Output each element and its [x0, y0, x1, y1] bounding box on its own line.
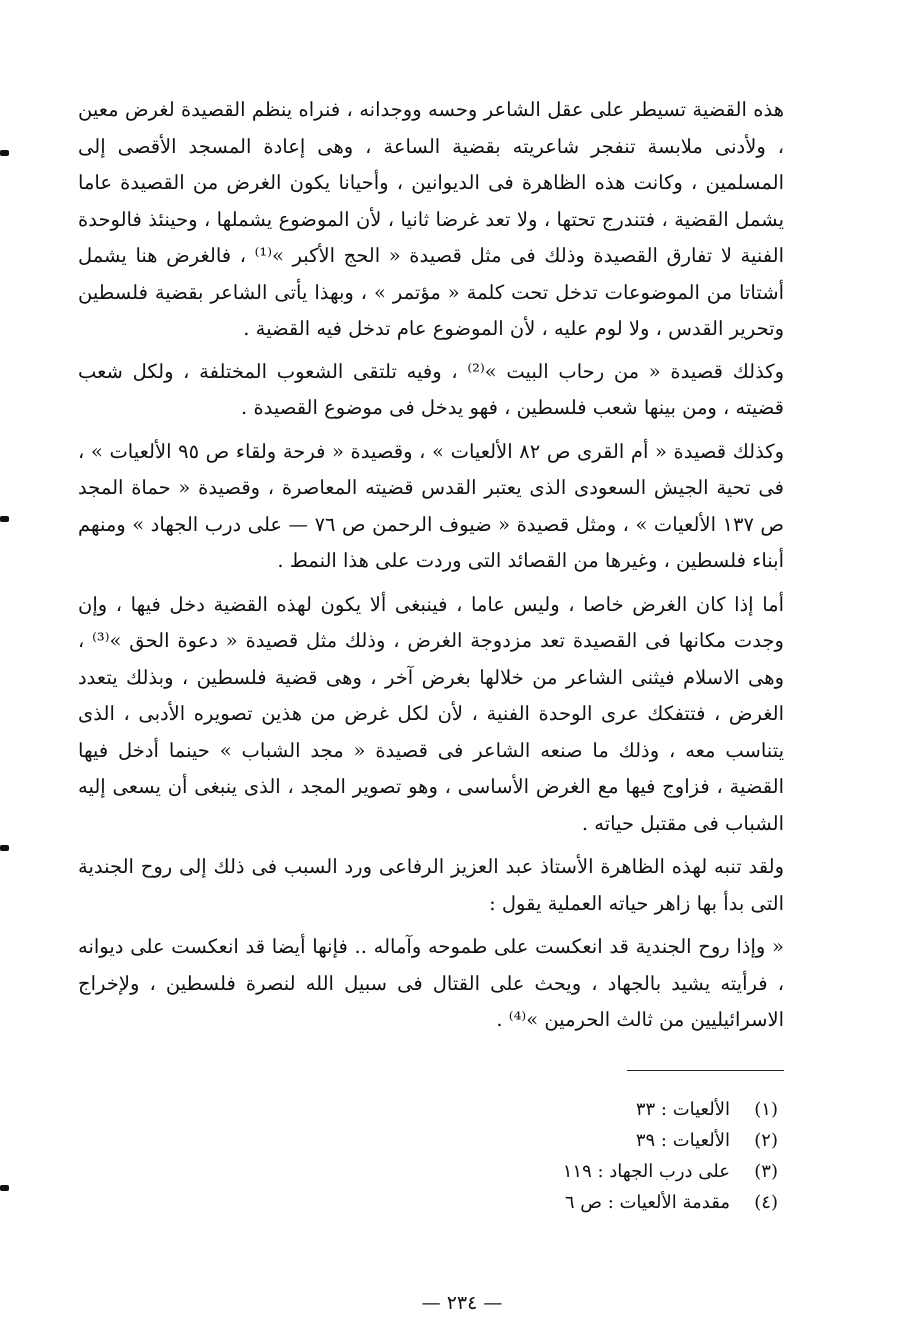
paragraph-4: أما إذا كان الغرض خاصا ، وليس عاما ، فينبغى ألا يكون لهذه القضية دخل فيها ، وإن وجدت مكانها فى القصيدة تعد مزدوجة الغرض ، وذلك مثل قصيدة « دعوة الحق »⁽³⁾ ، وهى الاسلام فيثنى الشاعر من خلالها بغرض آخر ، وهى قضية فلسطين ، وبذلك يتعدد الغرض ، فتتفكك عرى الوحدة الفنية ، لأن لكل غرض من هذين تصويره الأدبى ، الذى يتناسب معه ، وذلك ما صنعه الشاعر فى قصيدة « مجد الشباب » حينما أدخل فيها القضية ، فزاوج فيها مع الغرض الأساسى ، وهو تصوير المجد ، الذى ينبغى أن يسعى إليه الشباب فى مقتبل حياته .	[78, 592, 784, 835]
binding-mark	[0, 1185, 9, 1191]
footnote-separator	[627, 1070, 784, 1071]
footnotes	[420, 1094, 778, 1218]
binding-mark	[0, 150, 9, 156]
binding-mark	[0, 516, 9, 522]
footnote-number: (٤)	[754, 1192, 778, 1213]
footnote-number: (٣)	[754, 1161, 778, 1182]
page-number: — ٢٣٤ —	[421, 1292, 503, 1314]
footnote-text: الألعيات : ٣٩	[635, 1130, 730, 1151]
binding-mark	[0, 845, 9, 851]
footnote-4	[420, 1187, 778, 1218]
footnote-2	[420, 1125, 778, 1156]
quote-paragraph: « وإذا روح الجندية قد انعكست على طموحه وآماله .. فإنها أيضا قد انعكست على ديوانه ، فرأيته يشيد بالجهاد ، ويحث على القتال فى سبيل الله لنصرة فلسطين ، ولإخراج الاسرائيليين من ثالث الحرمين »⁽⁴⁾ .	[78, 935, 784, 1031]
paragraph-2: وكذلك قصيدة « من رحاب البيت »⁽²⁾ ، وفيه تلتقى الشعوب المختلفة ، ولكل شعب قضيته ، ومن بينها شعب فلسطين ، فهو يدخل فى موضوع القصيدة .	[78, 359, 785, 419]
footnote-text: مقدمة الألعيات : ص ٦	[564, 1192, 730, 1213]
paragraph-5: ولقد تنبه لهذه الظاهرة الأستاذ عبد العزيز الرفاعى ورد السبب فى ذلك إلى روح الجندية التى بدأ بها زاهر حياته العملية يقول :	[78, 855, 784, 915]
paragraph-1: هذه القضية تسيطر على عقل الشاعر وحسه ووجدانه ، فنراه ينظم القصيدة لغرض معين ، ولأدنى ملابسة تنفجر شاعريته بقضية الساعة ، وهى إعادة المسجد الأقصى إلى المسلمين ، وكانت هذه الظاهرة فى الديوانين ، وأحيانا يكون الغرض من القصيدة عاما يشمل القضية ، فتندرج تحتها ، ولا تعد غرضا ثانيا ، لأن الموضوع يشملها ، وحينئذ فالوحدة الفنية لا تفارق القصيدة وذلك فى مثل قصيدة « الحج الأكبر »⁽¹⁾ ، فالغرض هنا يشمل أشتاتا من الموضوعات تدخل تحت كلمة « مؤتمر » ، وبهذا يأتى الشاعر بقضية فلسطين وتحرير القدس ، ولا لوم عليه ، لأن الموضوع عام تدخل فيه القضية .	[78, 98, 785, 340]
footnote-text: الألعيات : ٣٣	[635, 1099, 730, 1120]
footnote-number: (١)	[754, 1099, 778, 1120]
footnote-text: على درب الجهاد : ١١٩	[562, 1161, 730, 1182]
paragraph-3: وكذلك قصيدة « أم القرى ص ٨٢ الألعيات » ، وقصيدة « فرحة ولقاء ص ٩٥ الألعيات » ، فى تحية الجيش السعودى الذى يعتبر القدس قضيته المعاصرة ، وقصيدة « حماة المجد ص ١٣٧ الألعيات » ، ومثل قصيدة « ضيوف الرحمن ص ٧٦ — على درب الجهاد » ومنهم أبناء فلسطين ، وغيرها من القصائد التى وردت على هذا النمط .	[78, 439, 785, 572]
footnote-3	[420, 1156, 778, 1187]
body-text	[78, 92, 784, 1039]
footnote-1	[420, 1094, 778, 1125]
footnote-number: (٢)	[754, 1130, 778, 1151]
